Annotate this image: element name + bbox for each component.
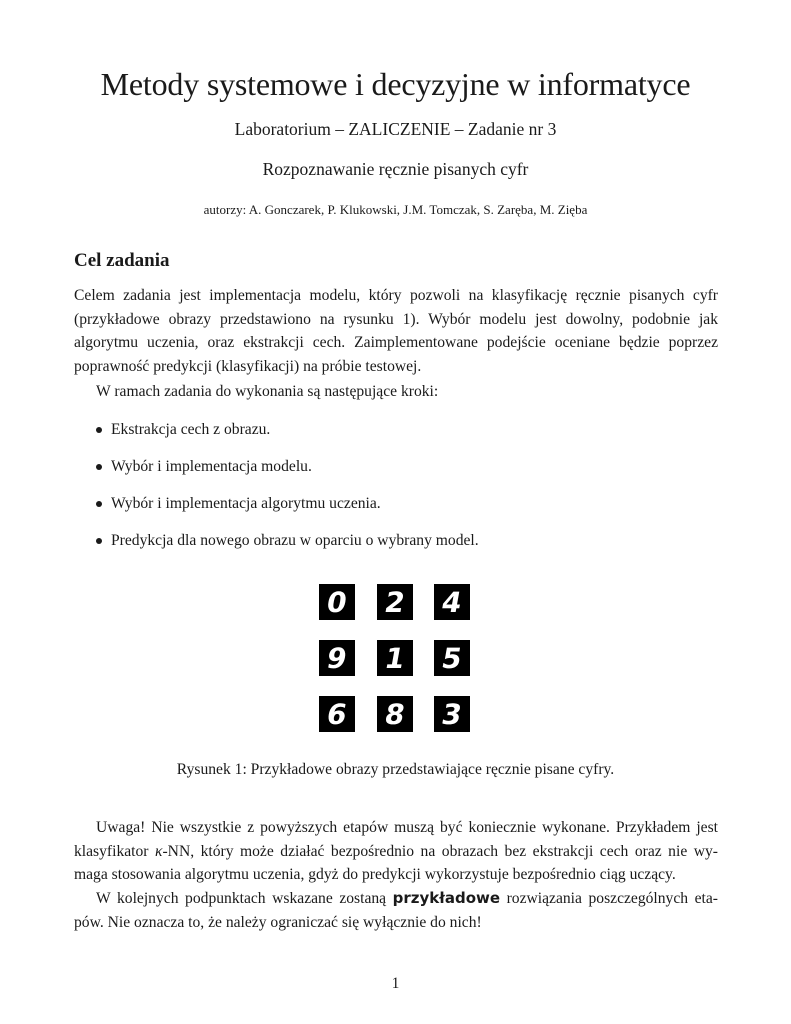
list-item (96, 455, 479, 492)
emphasis-word: przykładowe (392, 889, 501, 907)
section-heading: Cel zadania (74, 250, 170, 271)
goal-paragraph-line: Celem zadania jest implementacja modelu, który pozwoli na klasyfikację ręcznie pisanych cyfr (74, 287, 718, 304)
digits-figure (319, 584, 471, 732)
step-text: Wybór i implementacja algorytmu uczenia. (111, 495, 381, 512)
document-subtitle: Laboratorium – ZALICZENIE – Zadanie nr 3 (234, 119, 557, 139)
subsections-line: pów. Nie oznacza to, że należy ograniczać się wyłącznie do nich! (74, 913, 482, 931)
note-line: klasyfikator κ-NN, który może działać bezpośrednio na obrazach bez ekstrakcji cech oraz nie wy- (74, 842, 718, 860)
digit-image: 2 (377, 584, 413, 620)
bullet-icon (96, 501, 102, 507)
digit-image: 8 (377, 696, 413, 732)
digit-image: 3 (434, 696, 470, 732)
bullet-icon (96, 464, 102, 470)
steps-list (96, 418, 479, 566)
kappa-symbol: κ (154, 842, 163, 860)
steps-intro-paragraph (74, 380, 718, 404)
figure-caption: Rysunek 1: Przykładowe obrazy przedstawiające ręcznie pisane cyfry. (176, 761, 615, 778)
digit-image: 9 (319, 640, 355, 676)
steps-intro-text: W ramach zadania do wykonania są następujące kroki: (96, 383, 439, 400)
list-item (96, 492, 479, 529)
subsections-line: W kolejnych podpunktach wskazane zostaną przykładowe rozwiązania poszczególnych eta- (96, 889, 719, 907)
subsections-paragraph (74, 887, 718, 934)
document-topic: Rozpoznawanie ręcznie pisanych cyfr (262, 159, 529, 179)
step-text: Ekstrakcja cech z obrazu. (111, 421, 271, 438)
document-authors: autorzy: A. Gonczarek, P. Klukowski, J.M. Tomczak, S. Zaręba, M. Zięba (203, 202, 588, 217)
bullet-icon (96, 538, 102, 544)
goal-paragraph-line: (przykładowe obrazy przedstawiono na rysunku 1). Wybór modelu jest dowolny, podobnie jak (74, 310, 718, 328)
page-number: 1 (391, 975, 400, 992)
bullet-icon (96, 427, 102, 433)
digit-image: 5 (434, 640, 470, 676)
list-item (96, 418, 479, 455)
goal-paragraph-line: algorytmu uczenia, oraz ekstrakcji cech. Zaimplementowane podejście oceniane będzie poprzez (74, 334, 718, 351)
note-line: maga stosowania algorytmu uczenia, gdyż do predykcji wykorzystuje bezpośrednio ciąg uczący. (74, 866, 676, 883)
digit-image: 6 (319, 696, 355, 732)
note-paragraph (74, 816, 718, 887)
step-text: Wybór i implementacja modelu. (111, 458, 312, 475)
digit-image: 0 (319, 584, 355, 620)
list-item (96, 529, 479, 566)
document-title: Metody systemowe i decyzyjne w informatyce (100, 66, 691, 102)
goal-paragraph (74, 284, 718, 378)
goal-paragraph-line: poprawność predykcji (klasyfikacji) na próbie testowej. (74, 357, 422, 375)
digit-image: 4 (434, 584, 470, 620)
digit-image: 1 (377, 640, 413, 676)
note-line: Uwaga! Nie wszystkie z powyższych etapów muszą być koniecznie wykonane. Przykładem jest (96, 819, 718, 836)
step-text: Predykcja dla nowego obrazu w oparciu o wybrany model. (111, 532, 479, 549)
